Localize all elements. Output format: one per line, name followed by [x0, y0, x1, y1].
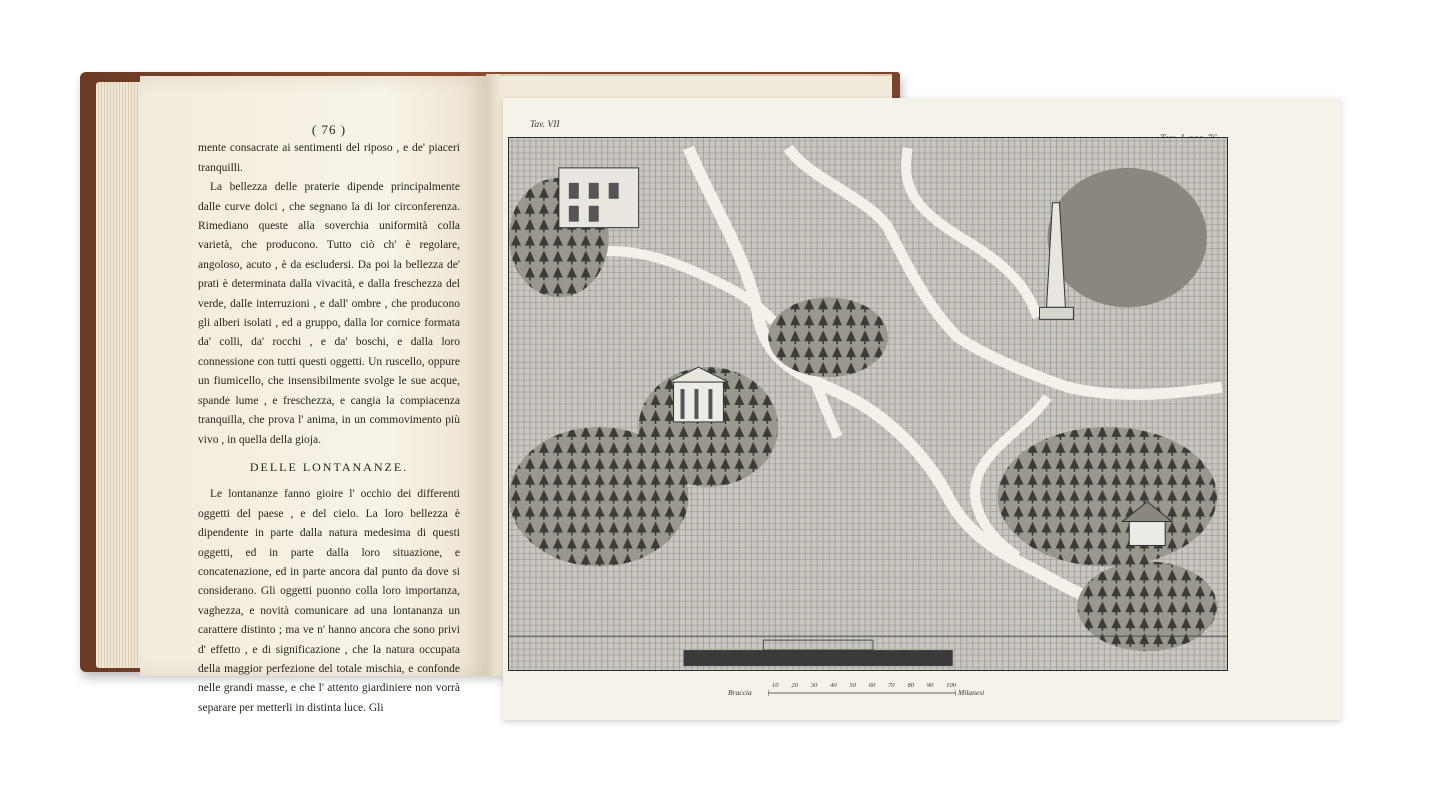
left-page-text [198, 120, 460, 718]
scale-tick: 40 [830, 682, 837, 689]
scale-tick: 100 [946, 682, 956, 689]
scale-tick: 80 [907, 682, 915, 689]
paragraph-praterie: La bellezza delle praterie dipende principalmente dalle curve dolci , che segnano la di lor circonferenza. Rimediano queste alla soverchia uniformità colla varietà, che producono. Tutto ciò ch' è regolare, angoloso, acuto , è da escludersi. Da poi la bellezza de' prati è determinata dalla vivacità, e dalla freschezza del verde, dalle interruzioni , e dall' ombre , che producono gli alberi isolati , ed a gruppo, dalla lor cornice formata da' colli, da' rocchi , e da' boschi, e dalla loro connessione con tutti questi oggetti. Un ruscello, oppure un fiumicello, che insensibilmente svolge le sue acque, spande lume , e freschezza, e cangia la compiacenza tranquilla, che prova l' anima, in un commovimento più vivo , in quella della gioja. [198, 181, 460, 446]
tree-grove [768, 297, 888, 377]
page-edges [96, 82, 146, 668]
scale-unit-right: Milanesi [958, 688, 985, 697]
section-heading: DELLE LONTANANZE. [249, 459, 409, 474]
scale-tick: 90 [926, 682, 934, 689]
rock-grotto [1048, 168, 1208, 307]
scale-tick: 20 [791, 682, 798, 689]
scale-line [768, 690, 956, 696]
garden-engraving [508, 137, 1228, 671]
scale-tick: 10 [772, 682, 779, 689]
book-gutter [486, 74, 500, 676]
scale-unit-left: Braccia [728, 688, 752, 697]
ground-plan [684, 650, 953, 666]
scale-tick: 30 [810, 682, 818, 689]
paragraph-continued: mente consacrate ai sentimenti del riposo , e de' piaceri tranquilli. [198, 142, 460, 174]
page-number: ( 76 ) [311, 122, 347, 137]
scale-tick: 70 [888, 682, 895, 689]
scale-bar [772, 682, 956, 689]
paragraph-lontananze: Le lontananze fanno gioire l' occhio dei differenti oggetti del paese , e del cielo. La loro bellezza è dipendente in parte dalla natura medesima di questi oggetti, ed in parte dalla loro situazione, e concatenazione, ed in parte ancora dal punto da dove si considerano. Gli oggetti puonno colla loro importanza, vaghezza, e novità comunicare ad una lontananza un carattere distinto ; ma ve n' hanno ancora che sono privi d' effetto , e di significazione , che la natura occupata della maggior perfezione del totale mischia, e confonde nelle grandi masse, e che l' attento giardiniere non vorrà separare per metterli in distinta luce. Gli [198, 488, 460, 714]
tree-grove [1077, 561, 1217, 651]
ruin-building [559, 168, 639, 228]
tree-grove [998, 427, 1217, 566]
plate-number-label: Tav. VII [530, 120, 560, 130]
scale-tick: 60 [868, 682, 876, 689]
scale-tick: 50 [849, 682, 856, 689]
